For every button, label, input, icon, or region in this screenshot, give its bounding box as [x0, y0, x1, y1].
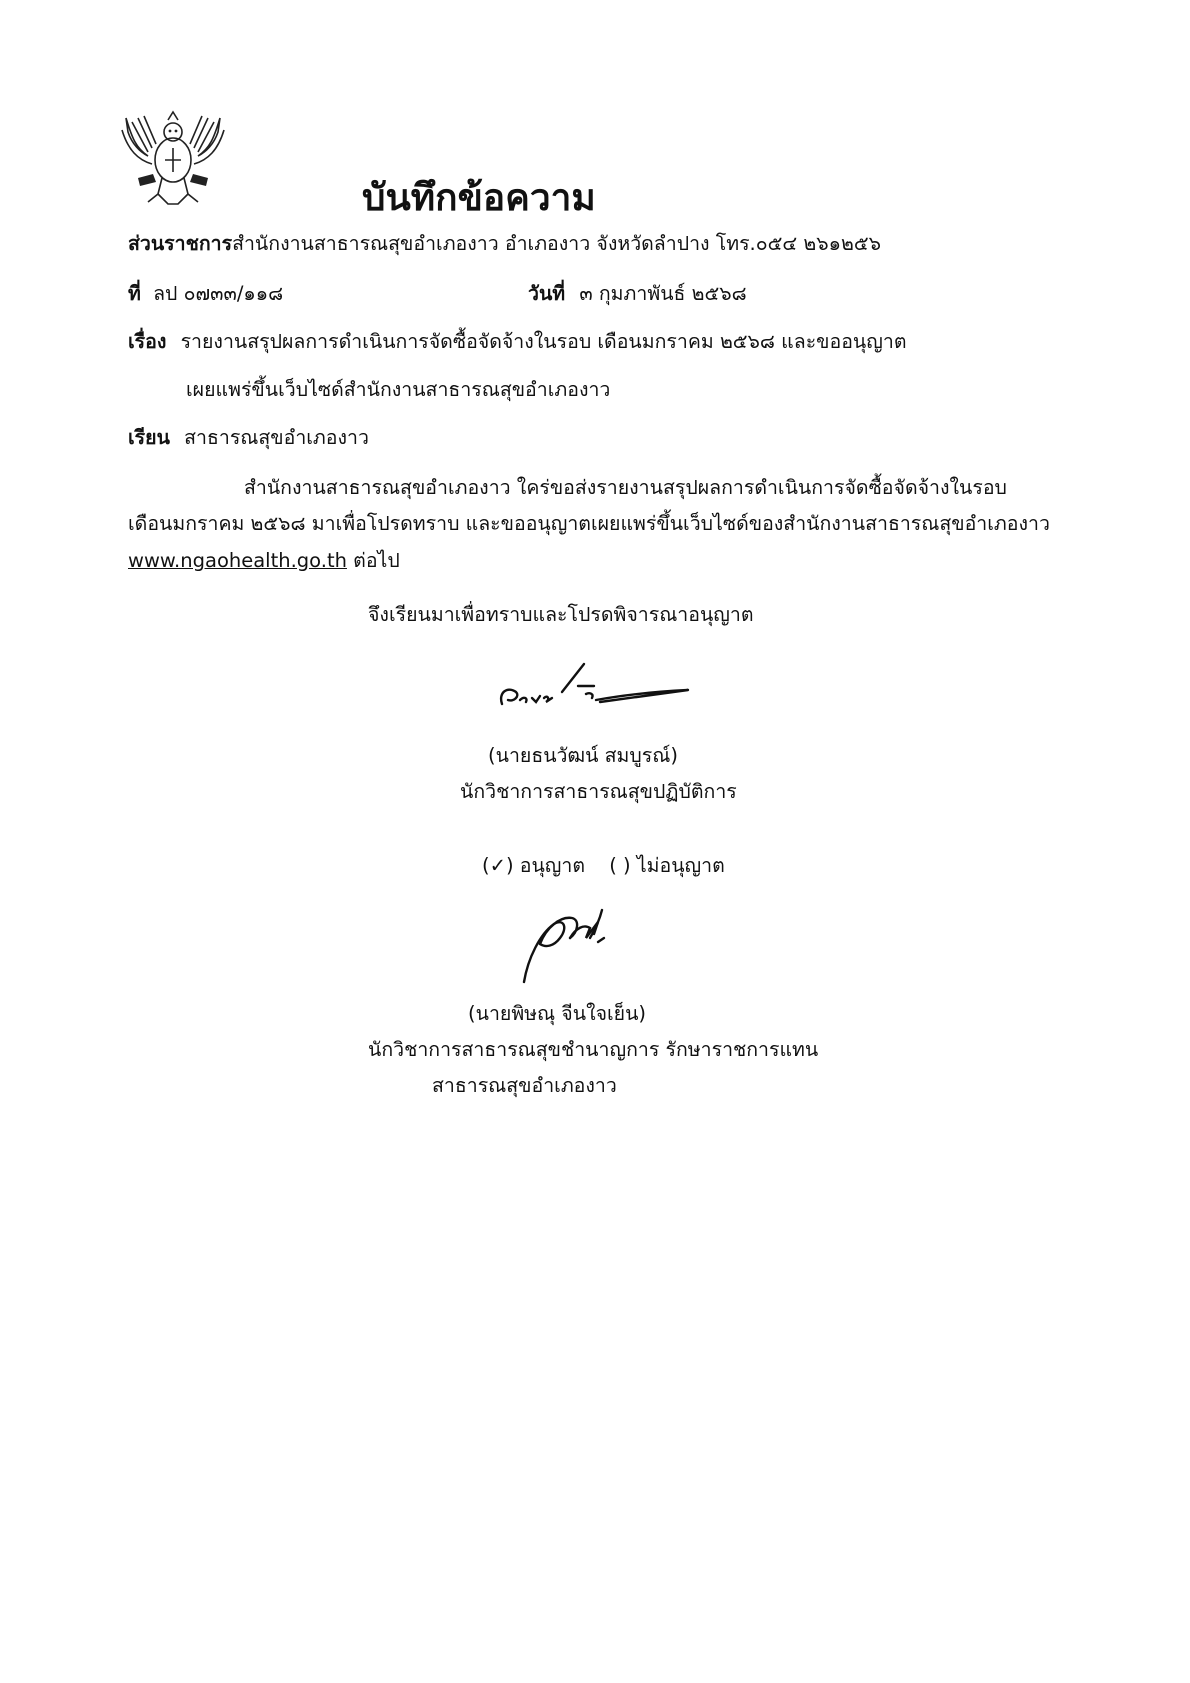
subject-text-2: เผยแพร่ขึ้นเว็บไซด์สำนักงานสาธารณสุขอำเภองาว [186, 378, 611, 401]
signature-1-icon [488, 652, 708, 722]
ref-value: ลป ๐๗๓๓/๑๑๘ [153, 282, 284, 305]
date-label: วันที่ [528, 282, 566, 305]
signer-1-name: (นายธนวัฒน์ สมบูรณ์) [488, 744, 678, 767]
to-line [128, 422, 369, 453]
disapprove-option[interactable]: ( ) ไม่อนุญาต [609, 854, 725, 877]
body-line-2: เดือนมกราคม ๒๕๖๘ มาเพื่อโปรดทราบ และขออนุญาตเผยแพร่ขึ้นเว็บไซด์ของสำนักงานสาธารณสุขอำเภองาว [128, 512, 1050, 535]
subject-label: เรื่อง [128, 330, 167, 353]
approve-option: ) อนุญาต [505, 854, 586, 877]
approval-line [482, 850, 725, 881]
signer-2-position-2: สาธารณสุขอำเภองาว [432, 1074, 617, 1097]
agency-line [128, 228, 881, 259]
subject-line-1 [128, 326, 906, 357]
closing-line: จึงเรียนมาเพื่อทราบและโปรดพิจารณาอนุญาต [368, 603, 754, 626]
ref-line [128, 278, 283, 309]
date-value: ๓ กุมภาพันธ์ ๒๕๖๘ [579, 282, 747, 305]
signer-2-name: (นายพิษณุ จีนใจเย็น) [468, 1002, 647, 1025]
ref-label: ที่ [128, 282, 141, 305]
body-line-3-tail: ต่อไป [346, 549, 400, 572]
approve-open: ( [482, 854, 490, 877]
website-link[interactable]: www.ngaohealth.go.th [128, 549, 347, 572]
agency-label: ส่วนราชการ [128, 232, 233, 255]
garuda-emblem-icon [118, 108, 228, 208]
signer-1-position: นักวิชาการสาธารณสุขปฏิบัติการ [460, 780, 737, 803]
memo-title: บันทึกข้อความ [362, 176, 596, 219]
signature-2-icon [510, 898, 620, 990]
signer-2-position: นักวิชาการสาธารณสุขชำนาญการ รักษาราชการแทน [368, 1038, 819, 1061]
date-line [528, 278, 747, 309]
subject-text-1: รายงานสรุปผลการดำเนินการจัดซื้อจัดจ้างในรอบ เดือนมกราคม ๒๕๖๘ และขออนุญาต [180, 330, 907, 353]
body-line-3 [128, 545, 400, 576]
agency-value: สำนักงานสาธารณสุขอำเภองาว อำเภองาว จังหวัดลำปาง โทร.๐๕๔ ๒๖๑๒๕๖ [232, 232, 881, 255]
to-label: เรียน [128, 426, 170, 449]
check-icon[interactable]: ✓ [489, 854, 506, 877]
to-value: สาธารณสุขอำเภองาว [184, 426, 369, 449]
body-line-1: สำนักงานสาธารณสุขอำเภองาว ใคร่ขอส่งรายงานสรุปผลการดำเนินการจัดซื้อจัดจ้างในรอบ [244, 476, 1007, 499]
